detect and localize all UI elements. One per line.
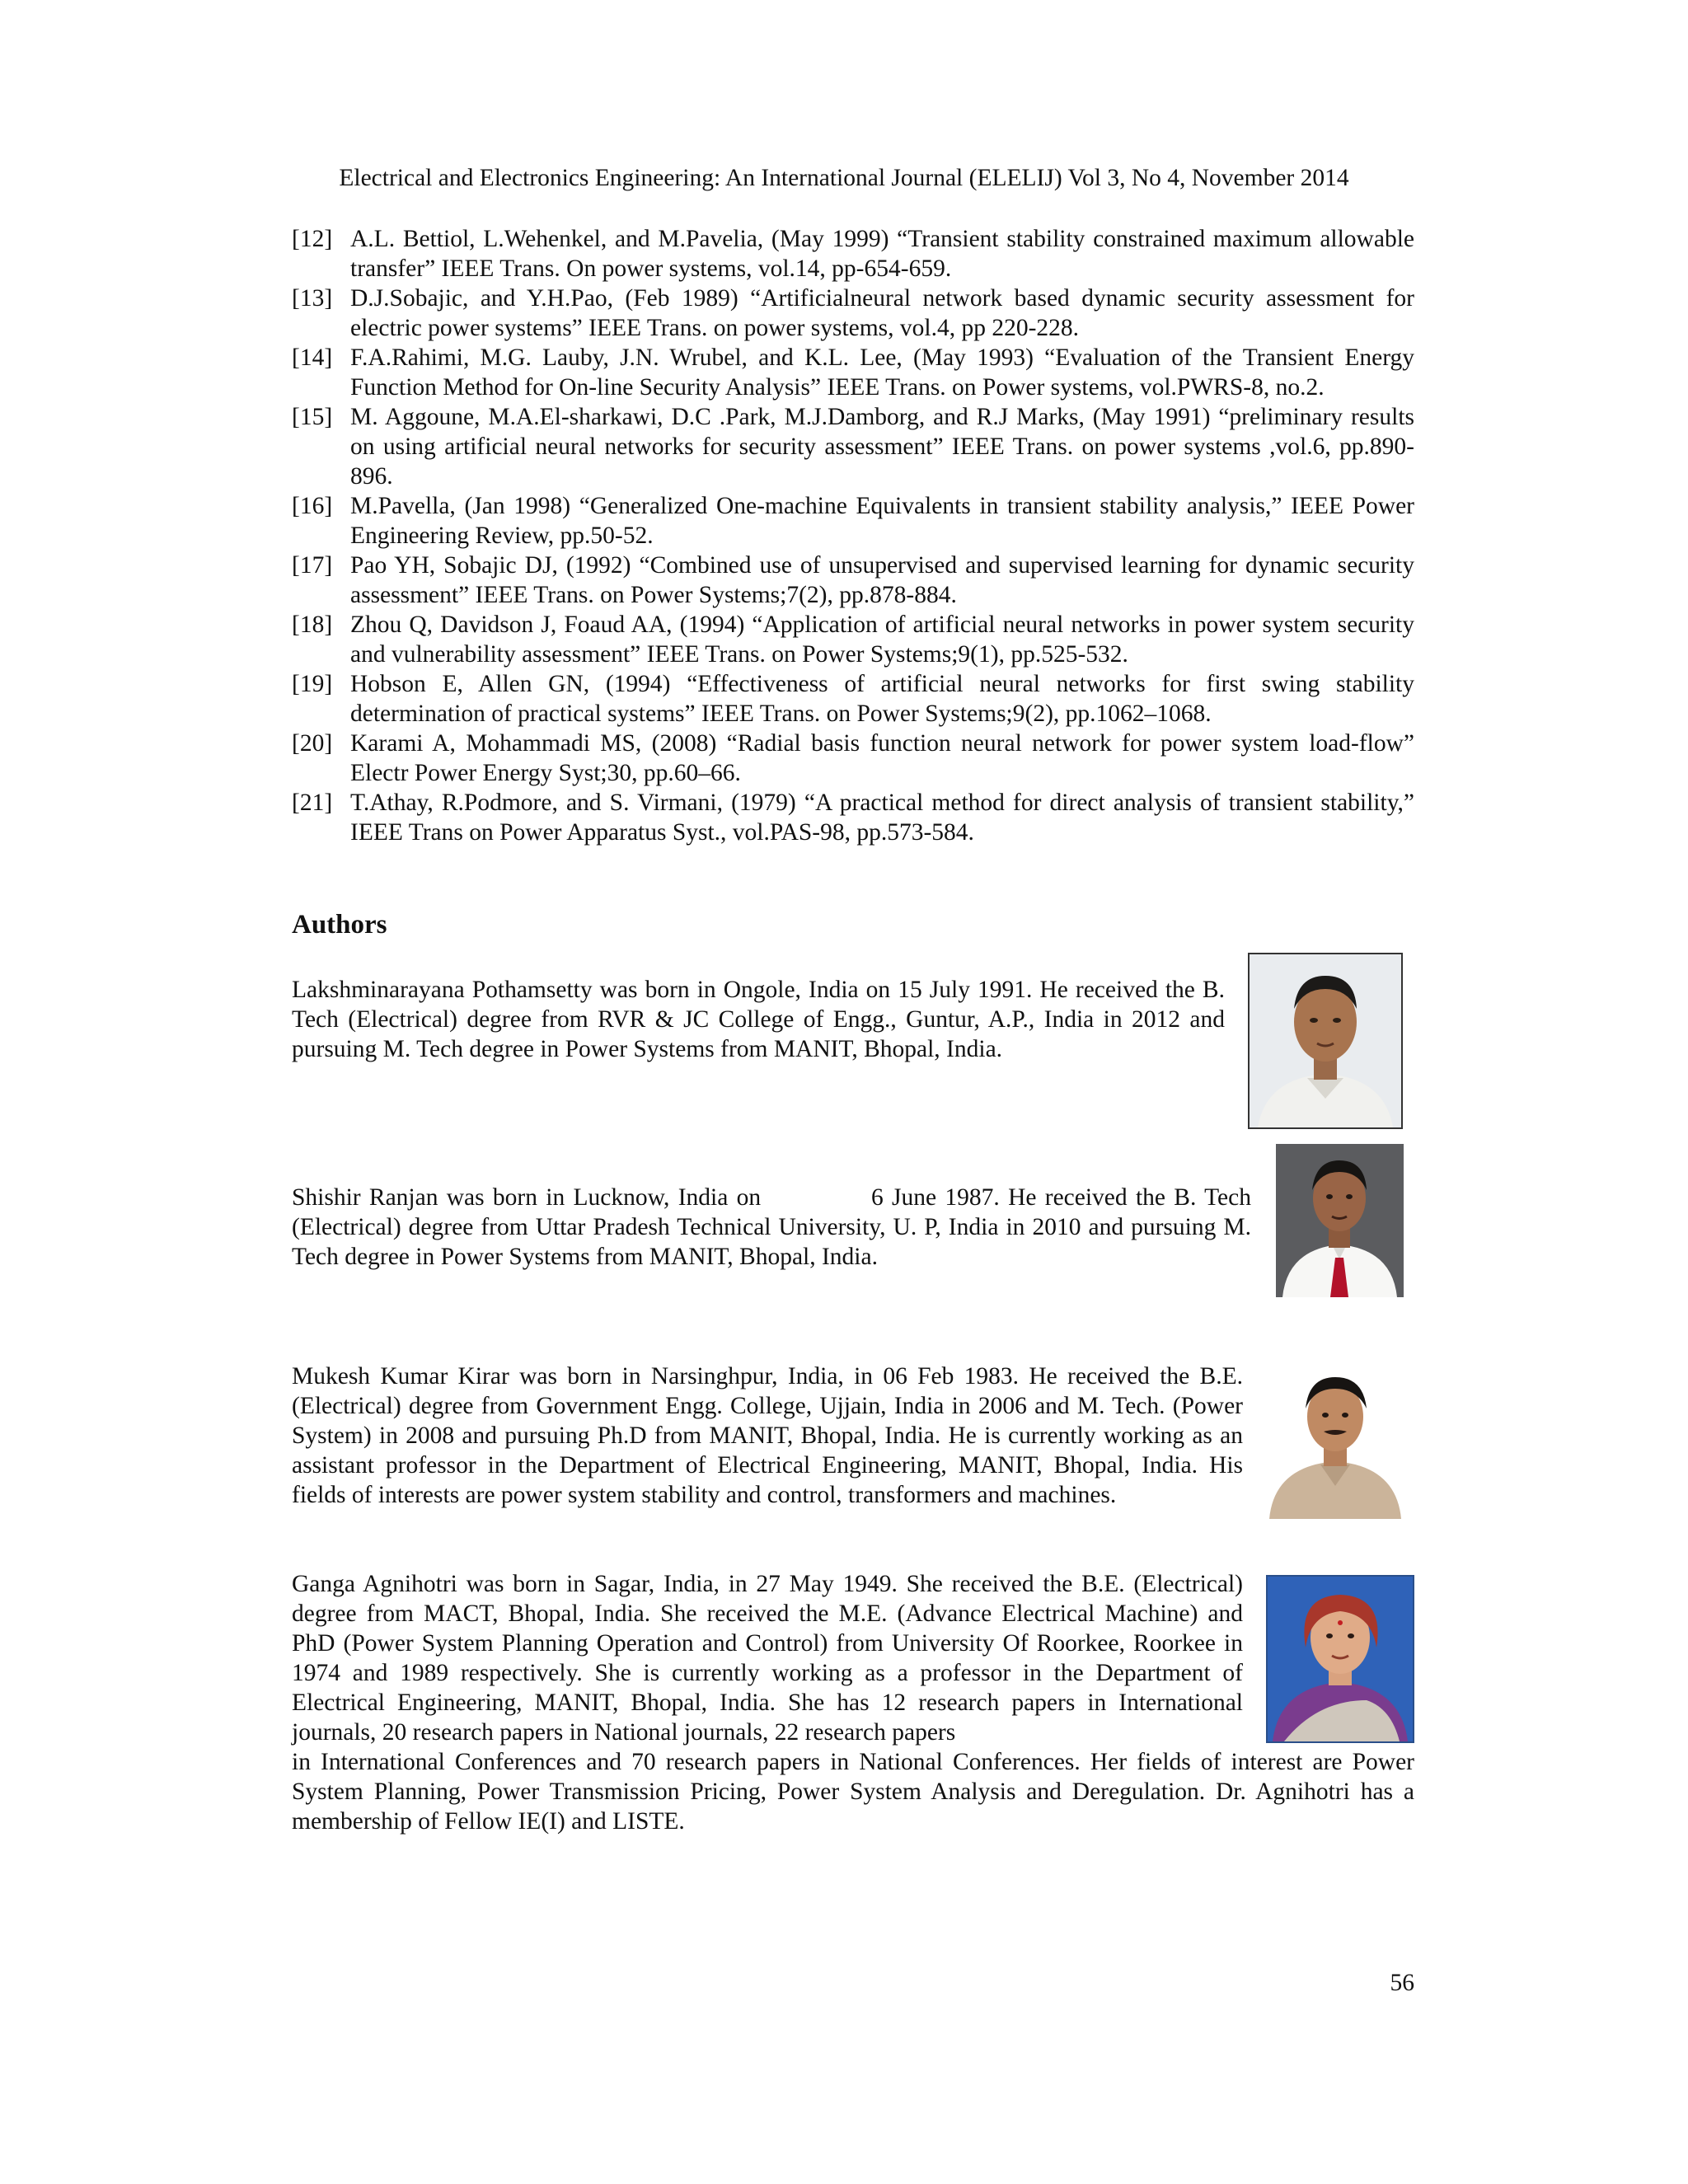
reference-text: Hobson E, Allen GN, (1994) “Effectiveness of artificial neural networks for first swing stability determination of practical systems” IEEE Trans. on Power Systems;9(2), pp.1062–1068. <box>350 671 1414 727</box>
reference-text: Karami A, Mohammadi MS, (2008) “Radial basis function neural network for power system load-flow” Electr Power Energy Syst;30, pp.60–66. <box>350 730 1414 786</box>
reference-item <box>292 224 1414 284</box>
reference-number: [17] <box>292 552 333 579</box>
reference-number: [12] <box>292 226 333 252</box>
author-bio-ranjan <box>292 1183 1258 1272</box>
reference-number: [16] <box>292 493 333 519</box>
reference-item <box>292 729 1414 788</box>
author-photo-agnihotri <box>1266 1575 1414 1743</box>
author-bio-text: Mukesh Kumar Kirar was born in Narsinghpur, India, in 06 Feb 1983. He received the B.E. (Electrical) degree from Government Engg. College, Ujjain, India in 2006 and M. Tech. (Power System) in 2008 and pursuing Ph.D from MANIT, Bhopal, India. He is currently working as an assistant professor in the Department of Electrical Engineering, MANIT, Bhopal, India. His fields of interests are power system stability and control, transformers and machines. <box>292 1363 1243 1508</box>
reference-number: [14] <box>292 344 333 371</box>
reference-item <box>292 402 1414 491</box>
reference-number: [20] <box>292 730 333 757</box>
author-photo-pothamsetty <box>1248 953 1403 1129</box>
reference-text: F.A.Rahimi, M.G. Lauby, J.N. Wrubel, and K.L. Lee, (May 1993) “Evaluation of the Transient Energy Function Method for On-line Security Analysis” IEEE Trans. on Power systems, vol.PWRS-8, no.2. <box>350 344 1414 401</box>
author-photo-kirar <box>1266 1362 1404 1519</box>
reference-number: [21] <box>292 790 333 816</box>
reference-item <box>292 284 1414 343</box>
reference-number: [15] <box>292 404 333 430</box>
author-bio-text: in International Conferences and 70 research papers in National Conferences. Her fields of interest are Power System Planning, Power Transmission Pricing, Power System Analysis and Deregulation. Dr. Agnihotri has a membership of Fellow IE(I) and LISTE. <box>292 1749 1414 1835</box>
reference-text: A.L. Bettiol, L.Wehenkel, and M.Pavelia, (May 1999) “Transient stability constrained maximum allowable transfer” IEEE Trans. On power systems, vol.14, pp-654-659. <box>350 226 1414 282</box>
author-bio-text: Ganga Agnihotri was born in Sagar, India, in 27 May 1949. She received the B.E. (Electrical) degree from MACT, Bhopal, India. She received the M.E. (Advance Electrical Machine) and PhD (Power System Planning Operation and Control) from University Of Roorkee, Roorkee in 1974 and 1989 respectively. She is currently working as a professor in the Department of Electrical Engineering, MANIT, Bhopal, India. She has 12 research papers in International journals, 20 research papers in National journals, 22 research papers <box>292 1571 1243 1746</box>
reference-text: D.J.Sobajic, and Y.H.Pao, (Feb 1989) “Artificialneural network based dynamic security assessment for electric power systems” IEEE Trans. on power systems, vol.4, pp 220-228. <box>350 285 1414 341</box>
reference-text: M. Aggoune, M.A.El-sharkawi, D.C .Park, M.J.Damborg, and R.J Marks, (May 1991) “preliminary results on using artificial neural networks for security assessment” IEEE Trans. on power systems ,vol.6, pp.890-896. <box>350 404 1414 490</box>
reference-number: [18] <box>292 612 333 638</box>
reference-list <box>292 224 1414 847</box>
reference-text: T.Athay, R.Podmore, and S. Virmani, (1979) “A practical method for direct analysis of transient stability,” IEEE Trans on Power Apparatus Syst., vol.PAS-98, pp.573-584. <box>350 790 1414 846</box>
author-bio-pothamsetty <box>292 975 1225 1064</box>
reference-number: [13] <box>292 285 333 312</box>
author-bio-text: Lakshminarayana Pothamsetty was born in Ongole, India on 15 July 1991. He received the B. Tech (Electrical) degree from RVR & JC College of Engg., Guntur, A.P., India in 2012 and pursuing M. Tech degree in Power Systems from MANIT, Bhopal, India. <box>292 977 1225 1062</box>
running-header: Electrical and Electronics Engineering: An International Journal (ELELIJ) Vol 3, No 4, November 2014 <box>339 165 1349 191</box>
authors-heading: Authors <box>292 910 387 940</box>
reference-item <box>292 669 1414 729</box>
reference-item <box>292 491 1414 551</box>
author-bio-agnihotri-part1 <box>292 1569 1243 1747</box>
author-bio-kirar <box>292 1361 1243 1510</box>
page-number: 56 <box>1390 1970 1414 1996</box>
author-bio-text: Shishir Ranjan was born in Lucknow, India on 6 June 1987. He received the B. Tech (Electrical) degree from Uttar Pradesh Technical University, U. P, India in 2010 and pursuing M. Tech degree in Power Systems from MANIT, Bhopal, India. <box>292 1184 1258 1270</box>
reference-item <box>292 610 1414 669</box>
reference-item <box>292 343 1414 402</box>
author-bio-agnihotri-part2 <box>292 1747 1414 1836</box>
reference-number: [19] <box>292 671 333 697</box>
reference-text: M.Pavella, (Jan 1998) “Generalized One-machine Equivalents in transient stability analysis,” IEEE Power Engineering Review, pp.50-52. <box>350 493 1414 549</box>
reference-text: Pao YH, Sobajic DJ, (1992) “Combined use of unsupervised and supervised learning for dynamic security assessment” IEEE Trans. on Power Systems;7(2), pp.878-884. <box>350 552 1414 608</box>
reference-text: Zhou Q, Davidson J, Foaud AA, (1994) “Application of artificial neural networks in power system security and vulnerability assessment” IEEE Trans. on Power Systems;9(1), pp.525-532. <box>350 612 1414 668</box>
author-photo-ranjan <box>1276 1144 1404 1297</box>
reference-item <box>292 551 1414 610</box>
reference-item <box>292 788 1414 847</box>
